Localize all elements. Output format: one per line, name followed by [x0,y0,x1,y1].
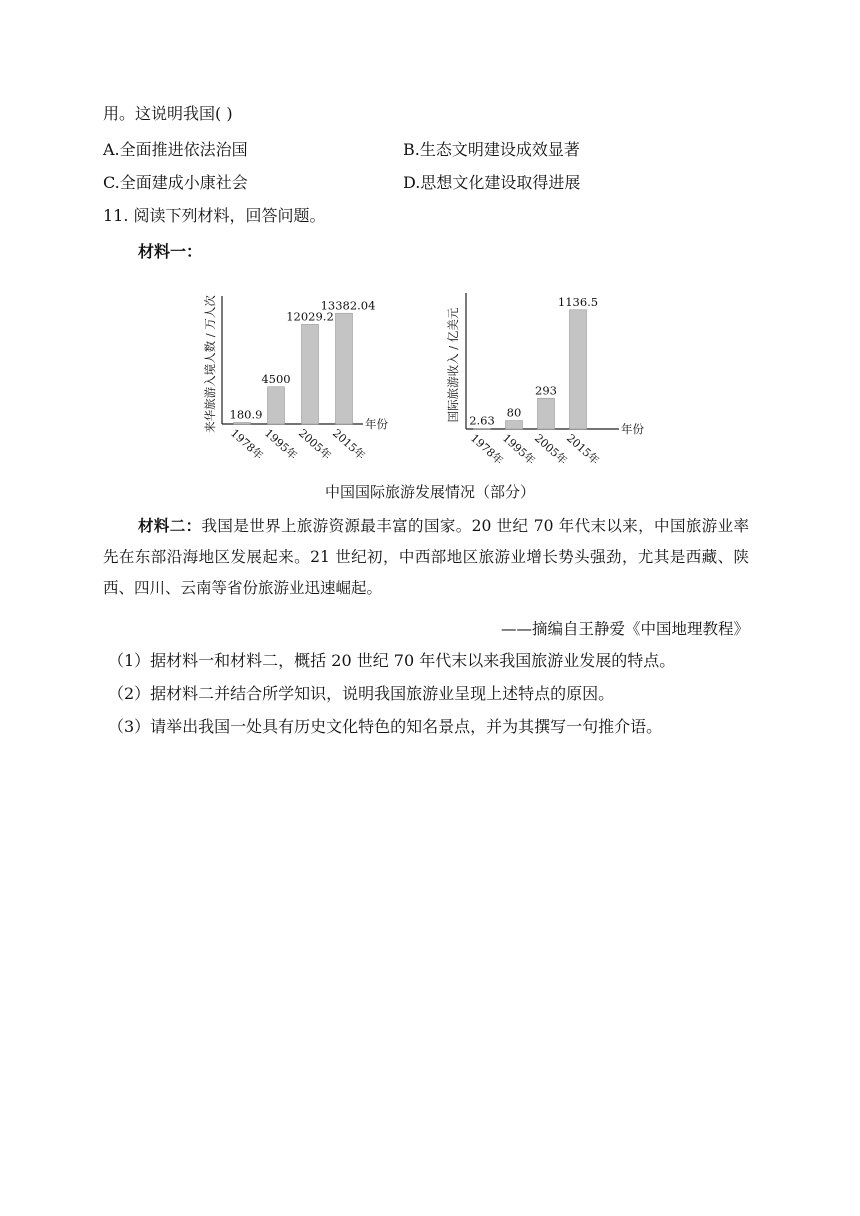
bar [538,398,555,429]
material2-text: 我国是世界上旅游资源最丰富的国家。20 世纪 70 年代末以来，中国旅游业率先在东部沿海地区发展起来。21 世纪初，中西部地区旅游业增长势头强劲，尤其是西藏、陕西、四川、云南等省份旅游业迅速崛起。 [103,517,749,597]
tick-label: 1978年 [227,426,266,463]
x-axis-label: 年份 [621,422,644,436]
data-label: 1136.5 [557,294,599,309]
x-axis-label: 年份 [365,417,388,431]
bar [234,423,251,424]
chart-tourism-revenue [444,274,662,470]
tick-label: 1995年 [499,431,538,468]
q11-stem: 11. 阅读下列材料，回答问题。 [103,206,326,225]
material1-label: 材料一： [138,242,203,261]
material2-label: 材料二： [138,516,202,535]
subquestion-1: （1）据材料一和材料二，概括 20 世纪 70 年代末以来我国旅游业发展的特点。 [108,651,676,670]
material2-source: ——摘编自王静爱《中国地理教程》 [500,620,749,638]
tick-label: 2015年 [329,426,368,463]
tick-label: 1995年 [261,426,300,463]
data-label: 4500 [261,371,291,386]
chart-inbound-visitors [200,274,400,470]
chart-caption: 中国国际旅游发展情况（部分） [324,483,535,501]
data-label: 80 [506,405,522,420]
q10-option-a: A.全面推进依法治国 [103,140,248,159]
data-label: 2.63 [469,413,495,428]
q10-option-b: B.生态文明建设成效显著 [403,140,580,159]
bar [336,313,353,424]
bar [302,324,319,424]
chart-inbound-visitors-svg [200,274,400,470]
q10-option-d: D.思想文化建设取得进展 [403,173,581,192]
data-label: 180.9 [229,407,263,422]
bar [570,310,587,429]
material2-paragraph [103,510,749,604]
data-label: 13382.04 [320,298,376,313]
bar [268,387,285,424]
chart-tourism-revenue-svg [444,274,662,470]
tick-label: 1978年 [467,431,506,468]
subquestion-3: （3）请举出我国一处具有历史文化特色的知名景点，并为其撰写一句推介语。 [108,717,663,736]
subquestion-2: （2）据材料二并结合所学知识，说明我国旅游业呈现上述特点的原因。 [108,684,615,703]
data-label: 293 [535,383,557,398]
y-axis-label: 国际旅游收入 / 亿美元 [446,307,460,423]
q10-option-c: C.全面建成小康社会 [103,173,248,192]
tick-label: 2015年 [563,431,602,468]
bar [506,421,523,429]
tick-label: 2005年 [295,426,334,463]
tick-label: 2005年 [531,431,570,468]
y-axis-label: 来华旅游入境人数 / 万人次 [203,295,217,433]
q10-stem-tail: 用。这说明我国( ) [103,104,233,123]
data-label: 12029.2 [286,309,334,324]
